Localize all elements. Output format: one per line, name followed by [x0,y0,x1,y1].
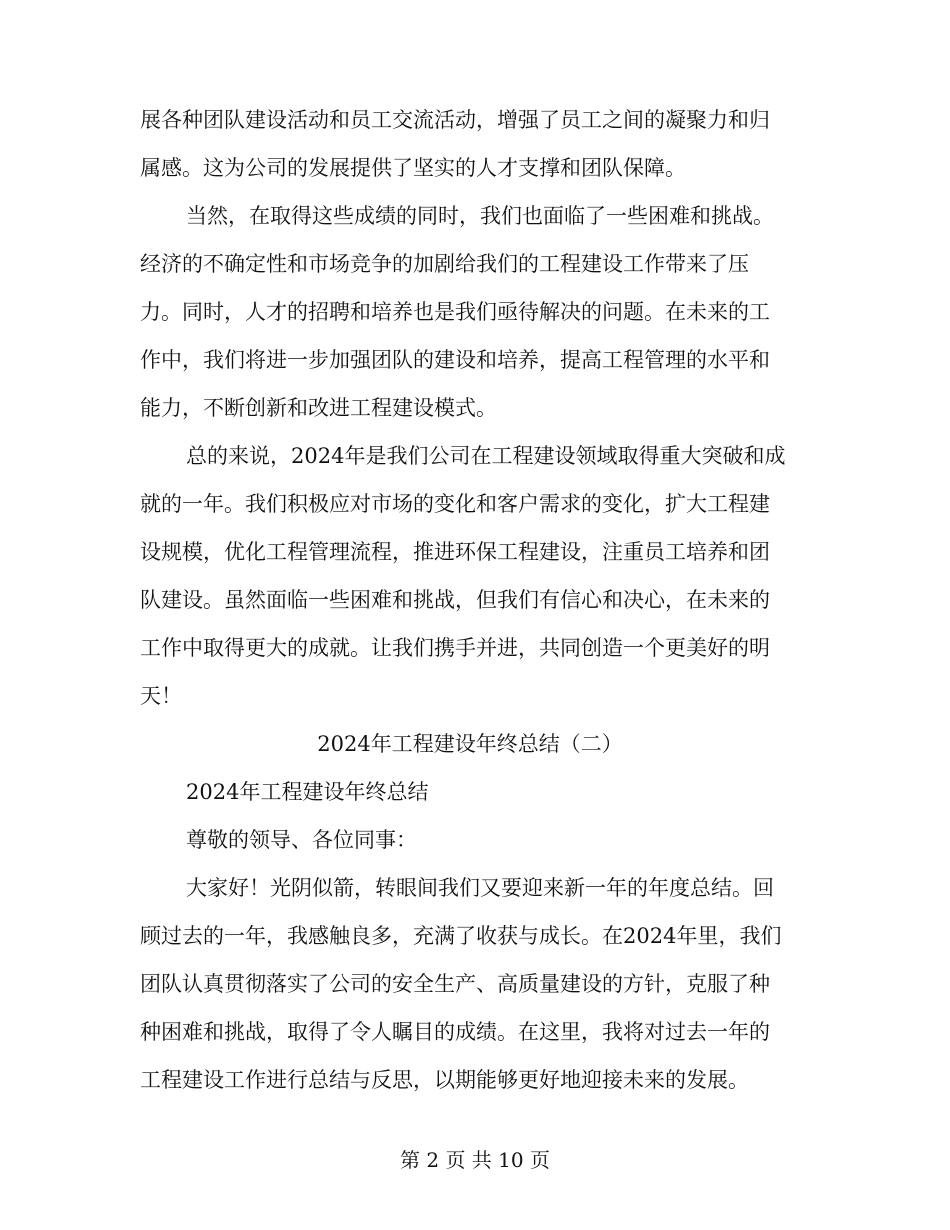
text-line: 顾过去的一年，我感触良多，充满了收获与成长。在2024年里，我们 [140,924,782,948]
text-line: 队建设。虽然面临一些困难和挑战，但我们有信心和决心，在未来的 [140,588,770,612]
text-line: 种困难和挑战，取得了令人瞩目的成绩。在这里，我将对过去一年的 [140,1020,770,1044]
text-line: 工程建设工作进行总结与反思，以期能够更好地迎接未来的发展。 [140,1068,749,1092]
section-subtitle: 2024年工程建设年终总结 [186,780,429,804]
paragraph-start: 当然，在取得这些成绩的同时，我们也面临了一些困难和挑战。 [186,204,774,228]
text-line: 展各种团队建设活动和员工交流活动，增强了员工之间的凝聚力和归 [140,108,770,132]
text-line: 经济的不确定性和市场竞争的加剧给我们的工程建设工作带来了压 [140,252,749,276]
text-line: 天！ [140,684,182,708]
text-line: 力。同时，人才的招聘和培养也是我们亟待解决的问题。在未来的工 [140,300,770,324]
paragraph-start: 总的来说，2024年是我们公司在工程建设领域取得重大突破和成 [186,444,786,468]
text-line: 就的一年。我们积极应对市场的变化和客户需求的变化，扩大工程建 [140,492,770,516]
text-line: 设规模，优化工程管理流程，推进环保工程建设，注重员工培养和团 [140,540,770,564]
page-footer: 第 2 页 共 10 页 [400,1148,550,1172]
text-line: 属感。这为公司的发展提供了坚实的人才支撑和团队保障。 [140,156,686,180]
text-line: 团队认真贯彻落实了公司的安全生产、高质量建设的方针，克服了种 [140,972,770,996]
text-line: 能力，不断创新和改进工程建设模式。 [140,396,497,420]
salutation: 尊敬的领导、各位同事： [186,828,417,852]
document-body [140,96,800,1104]
section-title: 2024年工程建设年终总结（二） [317,732,623,756]
text-line: 作中，我们将进一步加强团队的建设和培养，提高工程管理的水平和 [140,348,770,372]
paragraph-start: 大家好！光阴似箭，转眼间我们又要迎来新一年的年度总结。回 [186,876,774,900]
text-line: 工作中取得更大的成就。让我们携手并进，共同创造一个更美好的明 [140,636,770,660]
